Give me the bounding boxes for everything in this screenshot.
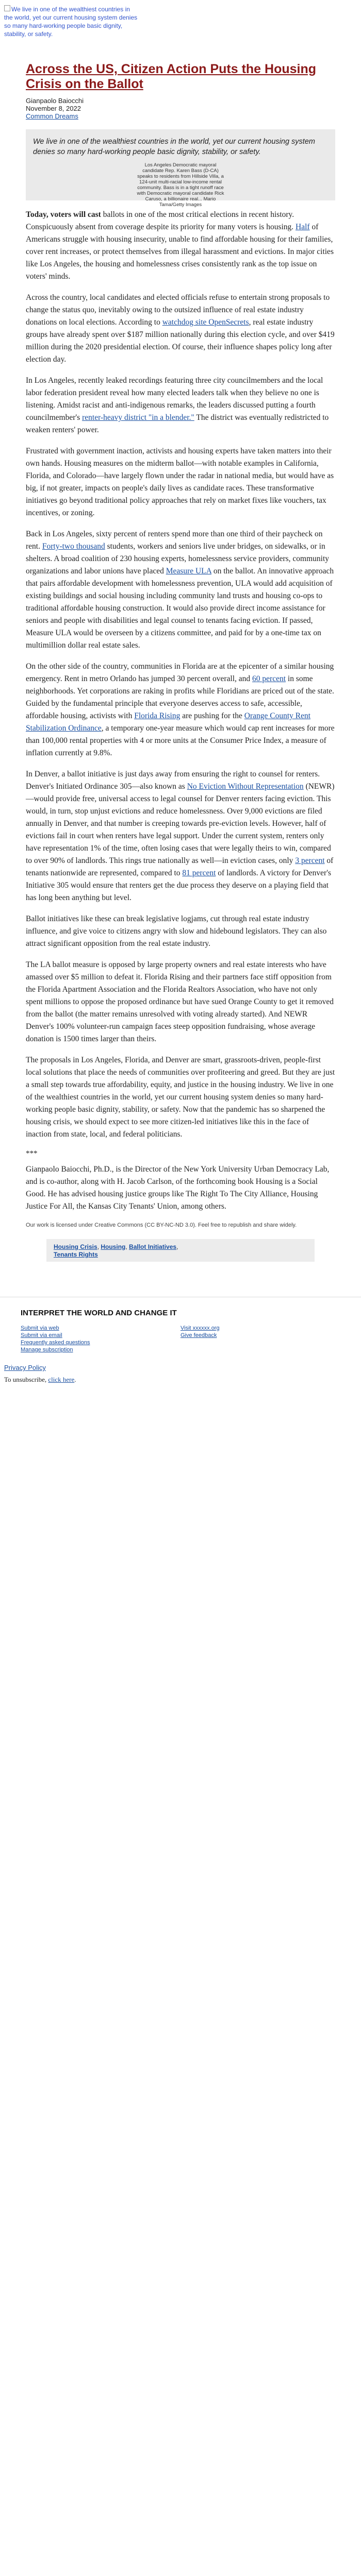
publish-date: November 8, 2022 [26,105,81,112]
inline-link[interactable]: 3 percent [295,856,325,865]
byline [26,97,335,120]
paragraph: Frustrated with government inaction, activists and housing experts have taken matters into their own hands. Housing measures on the midterm ballot—with notable examples in California, Florida, and Colorado—have largely flown under the radar in national media, but would have as big, if not greater, impacts on people's daily lives as candidate races. These transformative initiatives go beyond traditional policy approaches that rely on market fixes like vouchers, tax incentives, or zoning. [26,447,334,517]
footer-link[interactable]: Frequently asked questions [21,1340,90,1346]
paragraph: Ballot initiatives like these can break legislative logjams, cut through real estate industry influence, and give voice to citizens angry with slow and hidebound legislators. They can also attract significant opposition from the real estate industry. [26,914,327,948]
article [26,62,335,1262]
photo-caption: Los Angeles Democratic mayoral candidate Rep. Karen Bass (D-CA) speaks to residents from Hillside Villa, a 124-unit multi-racial low-income rental community. Bass is in a tight runoff race with Democratic mayoral candidate Rick Caruso, a billionaire real... Mario Tama/Getty Images [137,162,224,208]
footer-link[interactable]: Submit via email [21,1332,62,1338]
footer-links [21,1325,340,1353]
tag-link[interactable]: Tenants Rights [54,1251,98,1258]
inline-link[interactable]: Orange County Rent Stabilization Ordinance [26,711,311,733]
tags-box: Housing Crisis, Housing, Ballot Initiatives, Tenants Rights [46,1239,315,1262]
paragraph: Today, voters will cast ballots in one of the most critical elections in recent history. Conspicuously absent from coverage despite its priority for many voters is housing. Half of Americans struggle with housing insecurity, unable to find affordable housing for their families, cover rent increases, or protect themselves from illegal harassment and evictions. In major cities like Los Angeles, the housing and homelessness crises consistently rank as the top issue on voters' minds. [26,210,334,281]
pull-quote: We live in one of the wealthiest countries in the world, yet our current housing system denies so many hard-working people basic dignity, stability, or safety. [33,138,315,156]
broken-image-icon [4,5,10,11]
inline-link[interactable]: watchdog site OpenSecrets [162,318,249,327]
paragraph: The proposals in Los Angeles, Florida, and Denver are smart, grassroots-driven, people-first local solutions that place the needs of communities over profiteering and greed. But they are just a small step towards true affordability, equity, and justice in the housing industry. We live in one of the wealthiest countries in the world, yet our current housing system denies so many hard-working people basic dignity, stability, or safety. Now that the pandemic has so sharpened the housing crisis, we should expect to see more citizen-led initiatives like this in the face of inaction from state, local, and federal politicians. [26,1056,335,1139]
tag-link[interactable]: Housing [101,1243,126,1250]
inline-link[interactable]: 81 percent [182,869,216,877]
unsubscribe-link[interactable]: click here [48,1376,75,1383]
footer-link[interactable]: Submit via web [21,1325,59,1331]
unsubscribe-row: To unsubscribe, click here. [4,1376,76,1383]
source-link[interactable]: Common Dreams [26,112,78,120]
inline-link[interactable]: Forty-two thousand [42,542,105,551]
article-title [26,62,335,92]
privacy-policy-link[interactable]: Privacy Policy [4,1364,46,1371]
footer-left-col [21,1325,180,1353]
license-note: Our work is licensed under Creative Commons (CC BY-NC-ND 3.0). Feel free to republish and share widely. [26,1222,297,1228]
paragraph: The LA ballot measure is opposed by large property owners and real estate interests who have amassed over $5 million to defeat it. Florida Rising and their partners face stiff opposition from the Florida Apartment Association and the Florida Realtors Association, who have not only spent millions to oppose the proposed ordinance but have sued Orange County to get it removed from the ballot (the matter remains unresolved with voting already started). And NEWR Denver's 100% volunteer-run campaign faces steep opposition fundraising, whose average donation is 1500 times larger than theirs. [26,960,334,1043]
tag-link[interactable]: Ballot Initiatives [129,1243,177,1250]
separator: *** [26,1149,38,1158]
author-bio: Gianpaolo Baiocchi, Ph.D., is the Director of the New York University Urban Democracy Lab, and is co-author, along with H. Jacob Carlson, of the forthcoming book Housing is a Social Good. He has advised housing justice groups like The Right To The City Alliance, Housing Justice For All, the Kansas City Tenants' Union, among others. [26,1165,330,1211]
paragraph: Back in Los Angeles, sixty percent of renters spend more than one third of their paycheck on rent. Forty-two thousand students, workers and seniors live under bridges, on sidewalks, or in shelters. A broad coalition of 230 housing experts, homelessness service providers, community organizations and labor unions have placed Measure ULA on the ballot. An innovative approach that pairs affordable development with homelessness prevention, ULA would add acquisition of existing buildings and social housing including community land trusts and housing co-ops to traditional affordable housing construction. It would also provide direct income assistance for seniors and people with disabilities and legal counsel to tenants facing eviction. If passed, Measure ULA would be overseen by a citizens committee, and paid for by a one-time tax on multimillion dollar real estate sales. [26,530,334,650]
inline-link[interactable]: Florida Rising [134,711,180,720]
footer-link[interactable]: Manage subscription [21,1347,73,1353]
footer [0,1297,361,1353]
inline-link[interactable]: No Eviction Without Representation [187,782,304,791]
footer-right-col [180,1325,340,1353]
inline-link[interactable]: Measure ULA [166,567,211,575]
header-image-broken[interactable] [4,5,138,50]
paragraph: Across the country, local candidates and elected officials refuse to entertain strong proposals to change the status quo, inevitably owing to the outsized influence of real estate industry donations on local elections. According to watchdog site OpenSecrets, real estate industry groups have already spent over $187 million nationally during this election cycle, and over $419 million during the 2020 presidential election. Of course, their influence shapes policy long after election day. [26,293,335,364]
footer-heading: INTERPRET THE WORLD AND CHANGE IT [21,1309,177,1317]
footer-link[interactable]: Give feedback [180,1332,217,1338]
paragraph: In Los Angeles, recently leaked recordings featuring three city councilmembers and the local labor federation president reveal how many elected leaders talk when they believe no one is listening. Amidst racist and anti-indigenous remarks, the leaders discussed putting a fourth councilmember's renter-heavy district "in a blender." The district was eventually redistricted to weaken renters' power. [26,376,329,434]
header-image-alt-text: We live in one of the wealthiest countries in the world, yet our current housing system denies so many hard-working people basic dignity, stability, or safety. [4,6,138,38]
privacy-row [4,1364,361,1371]
paragraph: In Denver, a ballot initiative is just days away from ensuring the right to counsel for renters. Denver's Initiated Ordinance 305—also known as No Eviction Without Representation (NEWR)—would provide free, universal access to legal counsel for Denver renters facing eviction. This would, in turn, stop unjust evictions and reduce homelessness. Over 9,000 evictions are filed annually in Denver, and that number is creeping towards pre-eviction levels. However, half of evictions fail in court when renters have legal support. Under the current system, renters only have representation 1% of the time, often losing cases that were legally theirs to win, compared to over 90% of landlords. This rings true nationally as well—in eviction cases, only 3 percent of tenants nationwide are represented, compared to 81 percent of landlords. A victory for Denver's Initiative 305 would ensure that renters get the due process they deserve on a playing field that has long been anything but level. [26,770,335,902]
tag-link[interactable]: Housing Crisis [54,1243,97,1250]
inline-link[interactable]: renter-heavy district "in a blender." [82,413,194,422]
author-name: Gianpaolo Baiocchi [26,97,84,105]
paragraph: On the other side of the country, communities in Florida are at the epicenter of a similar housing emergency. Rent in metro Orlando has jumped 30 percent overall, and 60 percent in some neighborhoods. Yet corporations are raking in profits while Floridians are priced out of the state. Guided by the fundamental principle that everyone deserves access to safe, accessible, affordable housing, activists with Florida Rising are pushing for the Orange County Rent Stabilization Ordinance, a temporary one-year measure which would cap rent increases for more than 100,000 rental properties with 4 or more units at the Consumer Price Index, a measure of inflation currently at 9.8%. [26,662,335,757]
pull-quote-box [26,129,335,208]
article-title-link[interactable]: Across the US, Citizen Action Puts the Housing Crisis on the Ballot [26,62,317,91]
newsletter-page [0,5,361,1384]
inline-link[interactable]: 60 percent [252,674,286,683]
article-body [26,209,335,1213]
footer-link[interactable]: Visit xxxxxx.org [180,1325,220,1331]
inline-link[interactable]: Half [296,223,310,231]
